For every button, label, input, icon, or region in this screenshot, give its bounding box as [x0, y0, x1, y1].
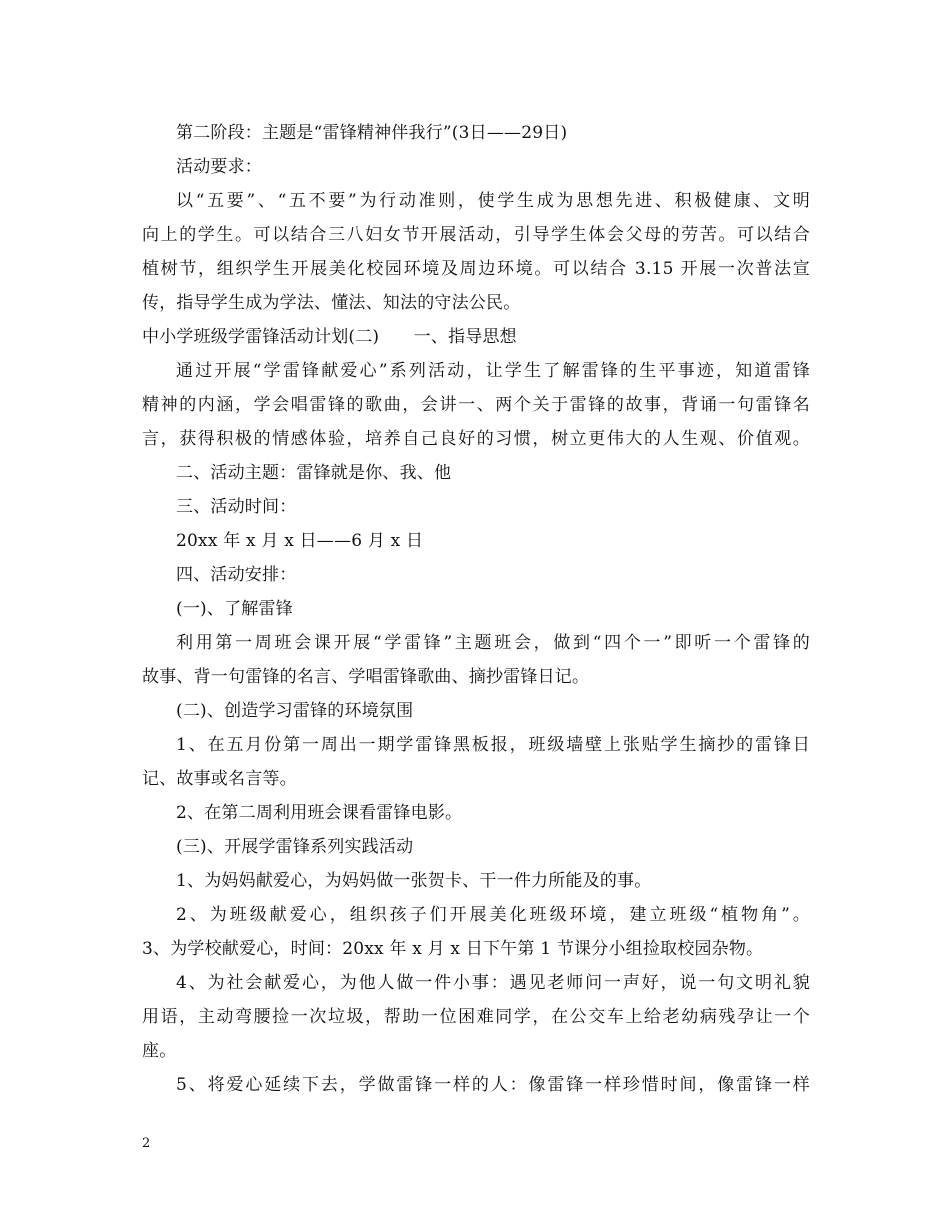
- text-line: 三、活动时间：: [176, 497, 297, 517]
- text-line: 用语，主动弯腰捡一次垃圾，帮助一位困难同学，在公交车上给老幼病残孕让一个: [142, 1007, 810, 1027]
- text-line: 通过开展“学雷锋献爱心”系列活动，让学生了解雷锋的生平事迹，知道雷锋: [176, 361, 810, 381]
- text-line: (三)、开展学雷锋系列实践活动: [176, 837, 414, 857]
- text-line: 中小学班级学雷锋活动计划(二) 一、指导思想: [142, 327, 517, 347]
- text-line: (二)、创造学习雷锋的环境氛围: [176, 701, 414, 721]
- text-line: 2、为班级献爱心，组织孩子们开展美化班级环境，建立班级“植物角”。: [176, 905, 810, 925]
- text-line: 1、在五月份第一周出一期学雷锋黑板报，班级墙壁上张贴学生摘抄的雷锋日: [176, 735, 810, 755]
- page-number: 2: [142, 1136, 151, 1151]
- document-body: [142, 116, 810, 1102]
- text-line: 言，获得积极的情感体验，培养自己良好的习惯，树立更伟大的人生观、价值观。: [142, 429, 810, 449]
- text-line: 向上的学生。可以结合三八妇女节开展活动，引导学生体会父母的劳苦。可以结合: [142, 225, 810, 245]
- text-line: 二、活动主题：雷锋就是你、我、他: [176, 463, 452, 483]
- text-line: 记、故事或名言等。: [142, 769, 297, 789]
- text-line: 4、为社会献爱心，为他人做一件小事：遇见老师问一声好，说一句文明礼貌: [176, 973, 810, 993]
- text-line: 1、为妈妈献爱心，为妈妈做一张贺卡、干一件力所能及的事。: [176, 871, 652, 891]
- text-line: 第二阶段：主题是“雷锋精神伴我行”(3日——29日): [176, 123, 568, 143]
- text-line: 四、活动安排：: [176, 565, 297, 585]
- text-line: 20xx 年 x 月 x 日——6 月 x 日: [176, 531, 424, 551]
- text-line: 3、为学校献爱心，时间：20xx 年 x 月 x 日下午第 1 节课分小组捡取校园杂物。: [142, 939, 764, 959]
- text-line: 2、在第二周利用班会课看雷锋电影。: [176, 803, 463, 823]
- text-line: 植树节，组织学生开展美化校园环境及周边环境。可以结合 3.15 开展一次普法宣: [142, 259, 810, 279]
- text-line: (一)、了解雷锋: [176, 599, 293, 619]
- text-line: 精神的内涵，学会唱雷锋的歌曲，会讲一、两个关于雷锋的故事，背诵一句雷锋名: [142, 395, 810, 415]
- text-line: 以“五要”、“五不要”为行动准则，使学生成为思想先进、积极健康、文明: [176, 191, 810, 211]
- text-line: 传，指导学生成为学法、懂法、知法的守法公民。: [142, 293, 521, 313]
- text-line: 座。: [142, 1041, 177, 1061]
- text-line: 活动要求：: [176, 157, 262, 177]
- text-line: 利用第一周班会课开展“学雷锋”主题班会，做到“四个一”即听一个雷锋的: [176, 633, 810, 653]
- text-line: 故事、背一句雷锋的名言、学唱雷锋歌曲、摘抄雷锋日记。: [142, 667, 590, 687]
- text-line: 5、将爱心延续下去，学做雷锋一样的人：像雷锋一样珍惜时间，像雷锋一样: [176, 1075, 810, 1095]
